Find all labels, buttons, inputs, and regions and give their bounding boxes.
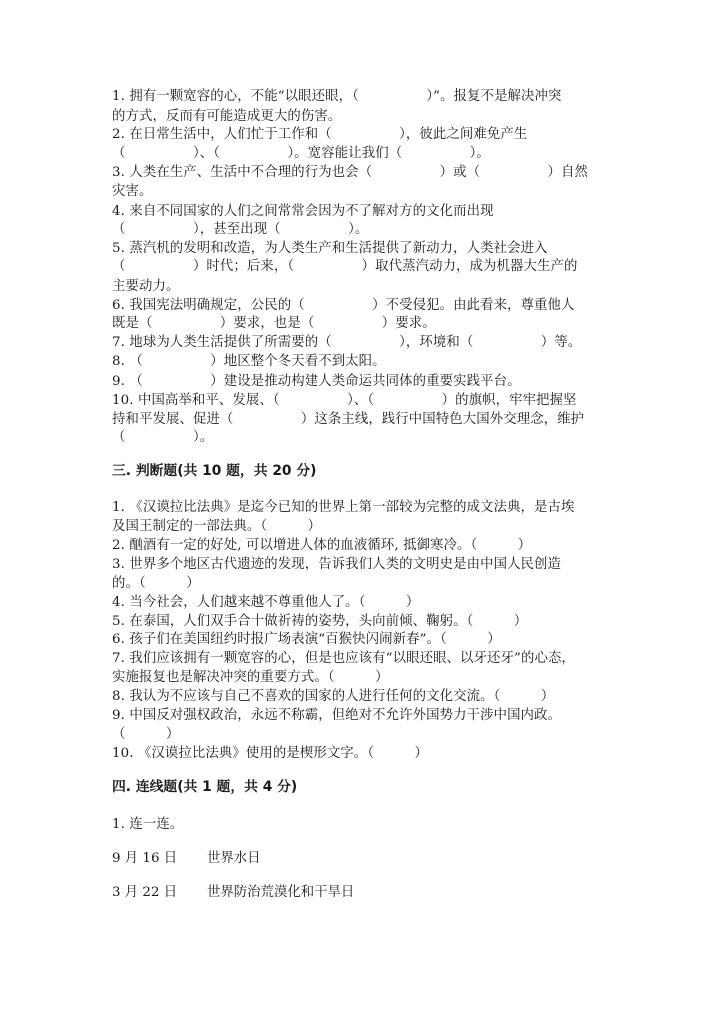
fill-in-line: 既是（ ）要求，也是（ ）要求。 [112,316,436,331]
judge-line: 及国王制定的一部法典。（ ） [112,519,322,534]
judge-line: 4. 当今社会，人们越来越不尊重他人了。（ ） [112,595,420,610]
fill-in-line: 2. 在日常生活中，人们忙于工作和（ ），彼此之间难免产生 [112,127,528,142]
fill-in-line: 的方式，反而有可能造成更大的伤害。 [112,109,342,124]
judge-line: 6. 孩子们在美国纽约时报广场表演“百猴快闪闹新春”。（ ） [112,632,501,647]
judge-line: 1. 《汉谟拉比法典》是迄今已知的世界上第一部较为完整的成文法典，是古埃 [112,500,575,515]
fill-in-line: 主要动力。 [112,279,180,294]
judge-line: 10. 《汉谟拉比法典》使用的是楔形文字。（ ） [112,746,429,761]
judge-line: 9. 中国反对强权政治，永远不称霸，但绝对不允许外国势力干涉中国内政。 [112,708,562,723]
judge-line: 的。（ ） [112,576,200,591]
fill-in-line: 持和平发展、促进（ ）这条主线，践行中国特色大国外交理念，维护 [112,412,585,427]
fill-in-line: 灾害。 [112,184,153,199]
fill-in-line: （ ）时代；后来，（ ）取代蒸汽动力，成为机器大生产的 [112,259,578,274]
section-heading-matching: 四. 连线题(共 1 题，共 4 分) [112,779,298,795]
fill-in-line: 3. 人类在生产、生活中不合理的行为也会（ ）或（ ）自然 [112,165,589,180]
matching-instruction: 1. 连一连。 [112,817,184,832]
fill-in-line: 6. 我国宪法明确规定，公民的（ ）不受侵犯。由此看来，尊重他人 [112,298,575,313]
fill-in-line: 10. 中国高举和平、发展、（ ）、（ ）的旗帜，牢牢把握坚 [112,393,577,408]
fill-in-line: 4. 来自不同国家的人们之间常常会因为不了解对方的文化而出现 [112,204,494,219]
matching-term: 世界防治荒漠化和干旱日 [207,885,355,900]
matching-date: 3 月 22 日 [112,885,178,900]
judge-line: 实施报复也是解决冲突的重要方式。（ ） [112,670,389,685]
fill-in-line: （ ）。 [112,430,214,445]
matching-date: 9 月 16 日 [112,851,178,866]
judge-line: 7. 我们应该拥有一颗宽容的心，但是也应该有“以眼还眼、以牙还牙”的心态， [112,651,575,666]
fill-in-line: 5. 蒸汽机的发明和改造，为人类生产和生活提供了新动力，人类社会进入 [112,241,548,256]
judge-line: 3. 世界多个地区古代遗迹的发现，告诉我们人类的文明史是由中国人民创造 [112,557,562,572]
judge-line: 5. 在泰国，人们双手合十做祈祷的姿势，头向前倾、鞠躬。（ ） [112,614,528,629]
judge-line: 2. 酗酒有一定的好处, 可以增进人体的血液循环, 抵御寒冷。（ ） [112,538,532,553]
judge-line: （ ） [112,727,180,742]
section-heading-judge: 三. 判断题(共 10 题，共 20 分) [112,463,317,479]
fill-in-line: （ ），甚至出现（ ）。 [112,222,369,237]
matching-term: 世界水日 [207,851,261,866]
judge-line: 8. 我认为不应该与自己不喜欢的国家的人进行任何的文化交流。（ ） [112,689,555,704]
fill-in-line: （ ）、（ ）。宽容能让我们（ ）。 [112,146,490,161]
fill-in-line: 1. 拥有一颗宽容的心，不能“以眼还眼，（ ）”。报复不是解决冲突 [112,89,562,104]
fill-in-line: 7. 地球为人类生活提供了所需要的（ ），环境和（ ）等。 [112,335,582,350]
fill-in-line: 9. （ ）建设是推动构建人类命运共同体的重要实践平台。 [112,374,521,389]
fill-in-line: 8. （ ）地区整个冬天看不到太阳。 [112,354,386,369]
